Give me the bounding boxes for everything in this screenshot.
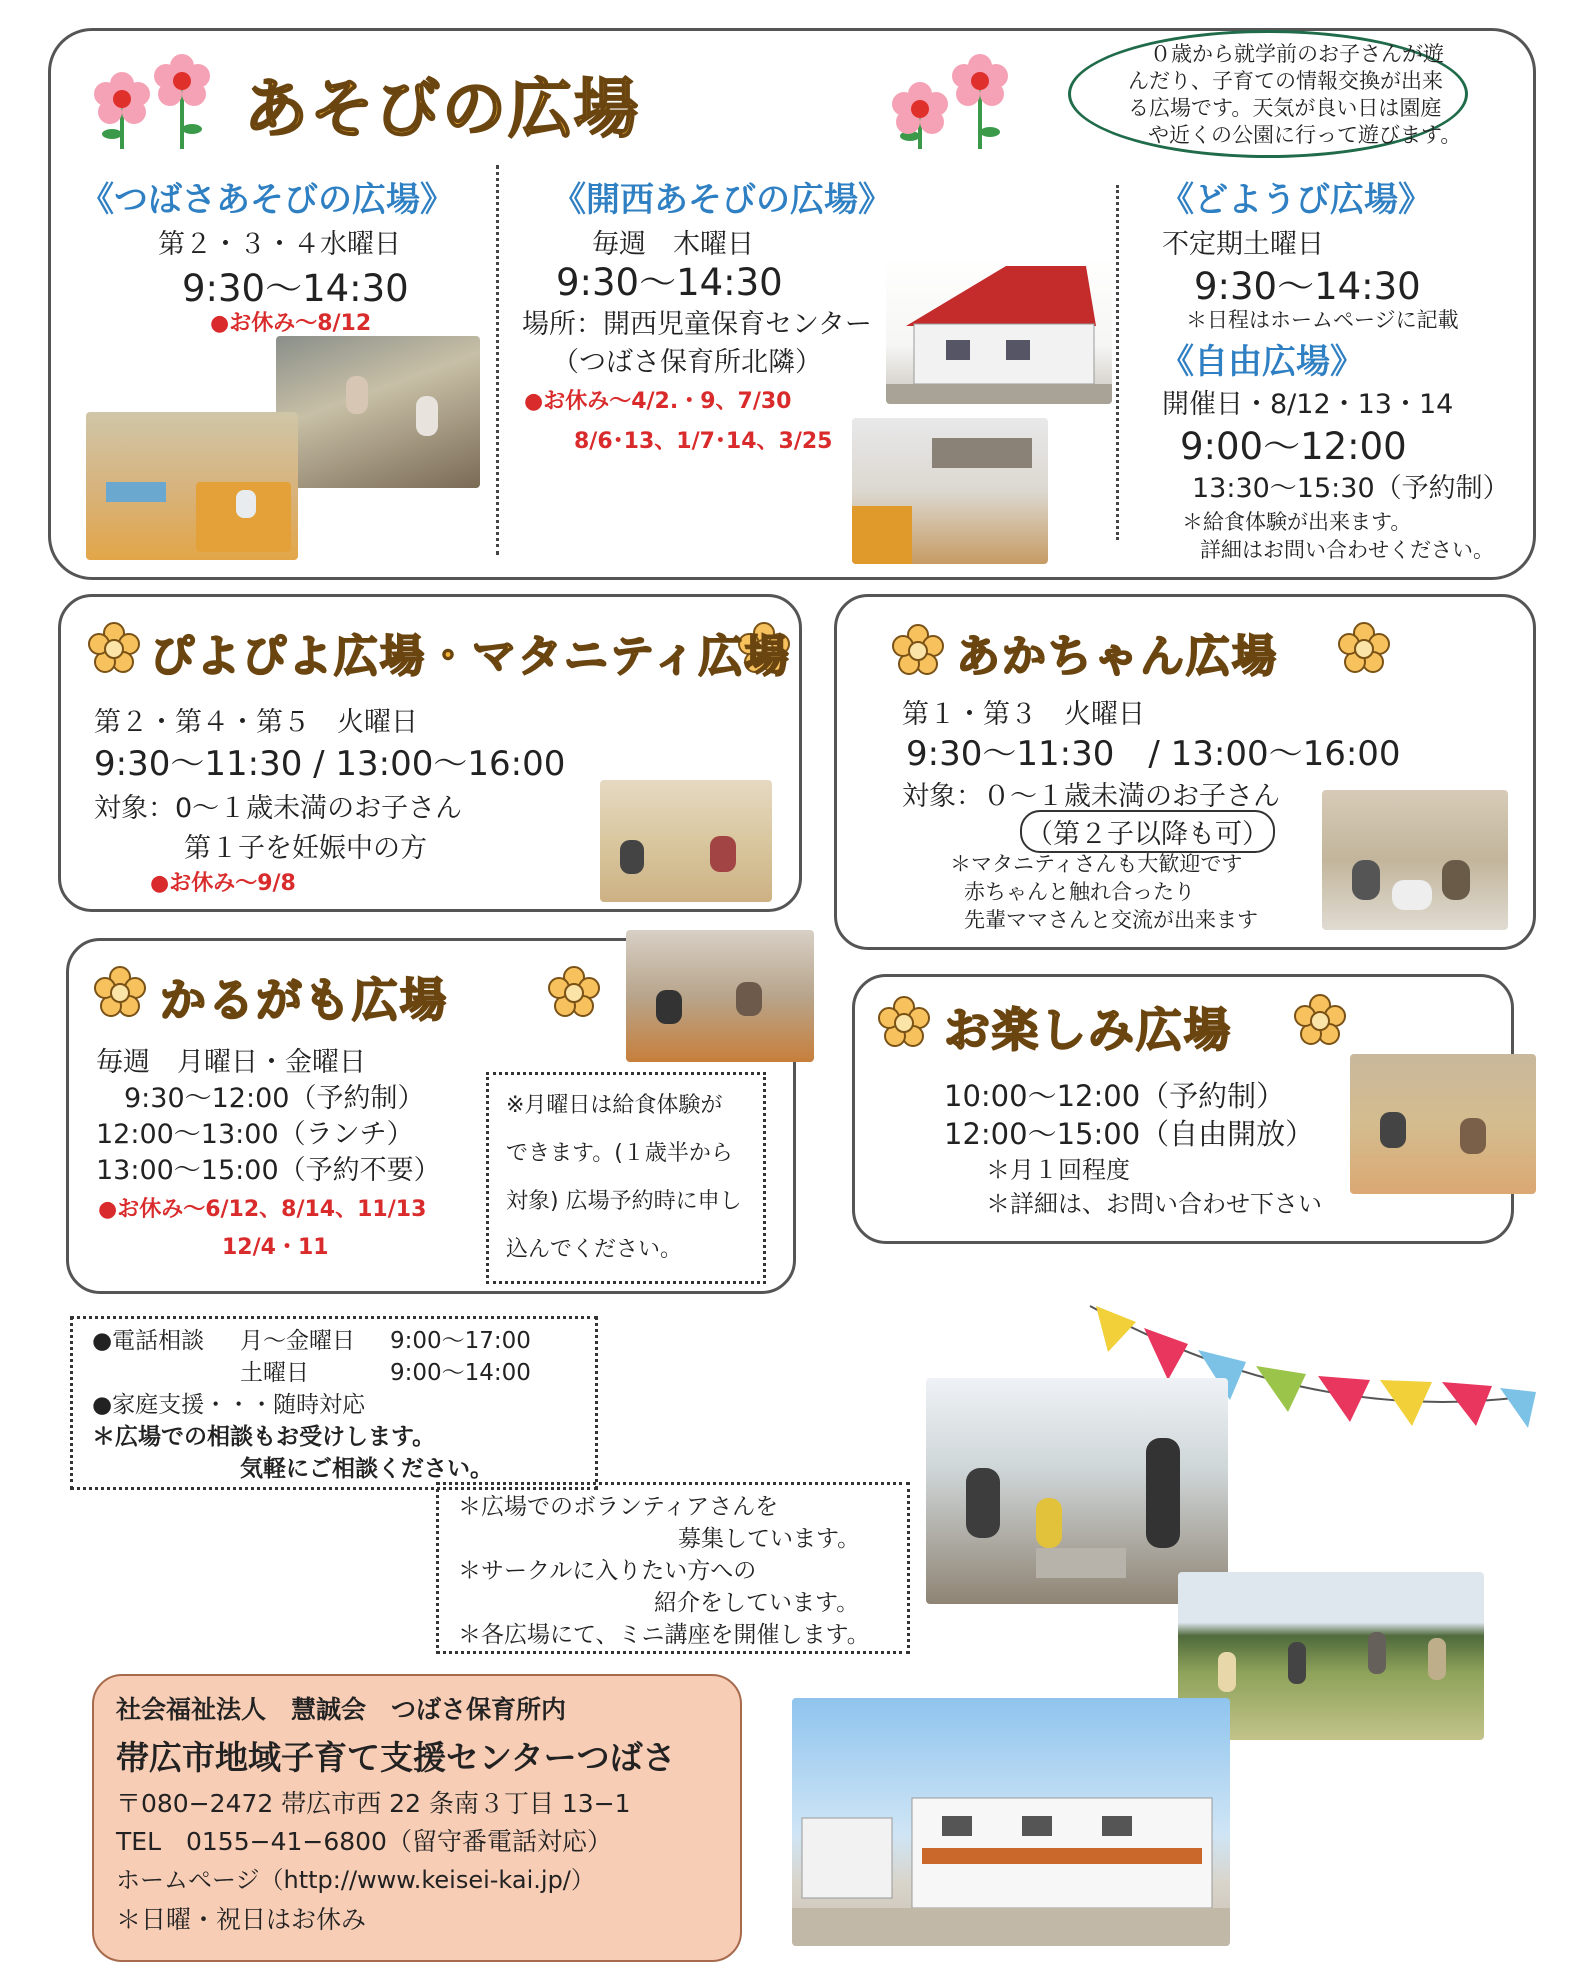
- doyoubi-title: 《どようび広場》: [1160, 180, 1432, 220]
- kaisai-center-photo: [886, 256, 1112, 404]
- karugamo-memo-2: できます。(１歳半から: [506, 1141, 733, 1166]
- jiyuu-title: 《自由広場》: [1160, 342, 1364, 382]
- soudan-line-1b: 月〜金曜日: [240, 1328, 355, 1354]
- soudan-line-3: ●家庭支援・・・随時対応: [92, 1392, 366, 1418]
- akachan-target-1: 対象：０〜１歳未満のお子さん: [902, 781, 1280, 812]
- akachan-note-1: ＊マタニティさんも大歓迎です: [950, 852, 1243, 876]
- center-building-photo: [792, 1698, 1230, 1946]
- volunteer-5: ＊各広場にて、ミニ講座を開催します。: [458, 1622, 870, 1648]
- intro-line-2: んだり、子育ての情報交換が出来: [1128, 69, 1443, 93]
- intro-line-3: る広場です。天気が良い日は園庭: [1128, 96, 1442, 120]
- separator-2: [1116, 185, 1119, 540]
- kaisai-off-2: 8/6･13、1/7･14、3/25: [574, 429, 833, 454]
- orange-flower-icon: [548, 966, 600, 1018]
- tsubasa-time: 9:30〜14:30: [182, 267, 409, 310]
- otanoshimi-note-1: ＊月１回程度: [986, 1156, 1130, 1184]
- footer-name: 帯広市地域子育て支援センターつばさ: [116, 1738, 676, 1777]
- kaisai-off-1: ●お休み〜4/2.・9、7/30: [524, 389, 792, 414]
- akachan-target-2: （第２子以降も可）: [1020, 810, 1275, 853]
- soudan-line-2c: 9:00〜14:00: [390, 1360, 531, 1386]
- otanoshimi-time-2: 12:00〜15:00（自由開放）: [944, 1117, 1315, 1151]
- volunteer-2: 募集しています。: [678, 1526, 861, 1552]
- footer-web[interactable]: ホームページ（http://www.keisei-kai.jp/）: [116, 1866, 595, 1894]
- orange-flower-icon: [1294, 994, 1346, 1046]
- akachan-note-2: 赤ちゃんと触れ合ったり: [964, 880, 1195, 904]
- outdoor-sandbox-photo: [926, 1378, 1228, 1604]
- orange-flower-icon: [892, 624, 944, 676]
- doyoubi-day: 不定期土曜日: [1162, 229, 1324, 260]
- pink-flowers-right-icon: [880, 44, 1030, 154]
- kaisai-day: 毎週 木曜日: [592, 229, 754, 260]
- jiyuu-time-1: 9:00〜12:00: [1180, 425, 1407, 468]
- kaisai-place-2: （つばさ保育所北隣）: [552, 347, 822, 378]
- otanoshimi-time-1: 10:00〜12:00（予約制）: [944, 1079, 1286, 1113]
- piyopiyo-off: ●お休み〜9/8: [150, 871, 296, 896]
- karugamo-day: 毎週 月曜日・金曜日: [96, 1047, 366, 1078]
- piyopiyo-title: ぴよぴよ広場・マタニティ広場: [150, 631, 791, 682]
- akachan-time: 9:30〜11:30 / 13:00〜16:00: [906, 734, 1401, 774]
- volunteer-4: 紹介をしています。: [654, 1590, 860, 1616]
- tsubasa-photo-2: [86, 412, 298, 560]
- otanoshimi-note-2: ＊詳細は、お問い合わせ下さい: [986, 1190, 1322, 1218]
- otanoshimi-title: お楽しみ広場: [944, 1003, 1232, 1057]
- tsubasa-photo-1: [276, 336, 480, 488]
- otanoshimi-photo: [1350, 1054, 1536, 1194]
- akachan-day: 第１・第３ 火曜日: [902, 699, 1145, 730]
- soudan-line-5: 気軽にご相談ください。: [240, 1456, 493, 1482]
- orange-flower-icon: [878, 996, 930, 1048]
- karugamo-photo: [626, 930, 814, 1062]
- karugamo-time-1: 9:30〜12:00（予約制）: [124, 1083, 425, 1114]
- jiyuu-note-1: ＊給食体験が出来ます。: [1182, 510, 1412, 534]
- soudan-line-1c: 9:00〜17:00: [390, 1328, 531, 1354]
- doyoubi-note: ＊日程はホームページに記載: [1186, 308, 1459, 332]
- doyoubi-time: 9:30〜14:30: [1194, 265, 1421, 308]
- akachan-photo: [1322, 790, 1508, 930]
- karugamo-memo-3: 対象) 広場予約時に申し: [506, 1189, 742, 1214]
- karugamo-memo-1: ※月曜日は給食体験が: [506, 1093, 723, 1118]
- orange-flower-icon: [88, 622, 140, 674]
- karugamo-off-1: ●お休み〜6/12、8/14、11/13: [98, 1197, 427, 1222]
- tsubasa-off: ●お休み〜8/12: [210, 311, 372, 336]
- karugamo-time-3: 13:00〜15:00（予約不要）: [96, 1155, 441, 1186]
- tsubasa-title: 《つばさあそびの広場》: [80, 180, 454, 220]
- main-title: あそびの広場: [244, 73, 640, 147]
- karugamo-off-2: 12/4・11: [222, 1235, 329, 1260]
- orange-flower-icon: [94, 966, 146, 1018]
- footer-closed: ＊日曜・祝日はお休み: [116, 1905, 367, 1934]
- soudan-line-2b: 土曜日: [240, 1360, 309, 1386]
- intro-line-4: や近くの公園に行って遊びます。: [1148, 123, 1462, 147]
- kaisai-time: 9:30〜14:30: [556, 261, 783, 304]
- footer-org: 社会福祉法人 慧誠会 つばさ保育所内: [116, 1695, 567, 1724]
- karugamo-title: かるがも広場: [160, 973, 448, 1027]
- karugamo-time-2: 12:00〜13:00（ランチ）: [96, 1119, 414, 1150]
- tsubasa-day: 第２・３・４水曜日: [158, 229, 401, 260]
- orange-flower-icon: [1338, 622, 1390, 674]
- akachan-note-3: 先輩ママさんと交流が出来ます: [964, 908, 1258, 932]
- karugamo-memo-4: 込んでください。: [506, 1237, 683, 1262]
- separator-1: [496, 165, 499, 555]
- piyopiyo-photo: [600, 780, 772, 902]
- jiyuu-time-2: 13:30〜15:30（予約制）: [1192, 473, 1510, 504]
- piyopiyo-target-2: 第１子を妊娠中の方: [184, 833, 427, 864]
- soudan-line-4: ＊広場での相談もお受けします。: [92, 1424, 436, 1450]
- piyopiyo-time: 9:30〜11:30 / 13:00〜16:00: [94, 744, 566, 784]
- kaisai-title: 《開西あそびの広場》: [552, 180, 892, 220]
- volunteer-3: ＊サークルに入りたい方への: [458, 1558, 757, 1584]
- intro-line-1: ０歳から就学前のお子さんが遊: [1150, 42, 1444, 66]
- piyopiyo-target-1: 対象：0〜１歳未満のお子さん: [94, 793, 463, 824]
- jiyuu-day: 開催日・8/12・13・14: [1162, 389, 1454, 420]
- soudan-line-1a: ●電話相談: [92, 1328, 205, 1354]
- volunteer-1: ＊広場でのボランティアさんを: [458, 1494, 779, 1520]
- piyopiyo-day: 第２・第４・第５ 火曜日: [94, 707, 418, 738]
- kaisai-place: 場所：開西児童保育センター: [522, 309, 872, 340]
- footer-address: 〒080−2472 帯広市西 22 条南３丁目 13−1: [116, 1789, 631, 1818]
- pink-flowers-left-icon: [82, 44, 232, 154]
- footer-tel: TEL 0155−41−6800（留守番電話対応）: [116, 1827, 612, 1856]
- jiyuu-note-2: 詳細はお問い合わせください。: [1200, 538, 1494, 562]
- kaisai-room-photo: [852, 418, 1048, 564]
- akachan-title: あかちゃん広場: [956, 631, 1278, 682]
